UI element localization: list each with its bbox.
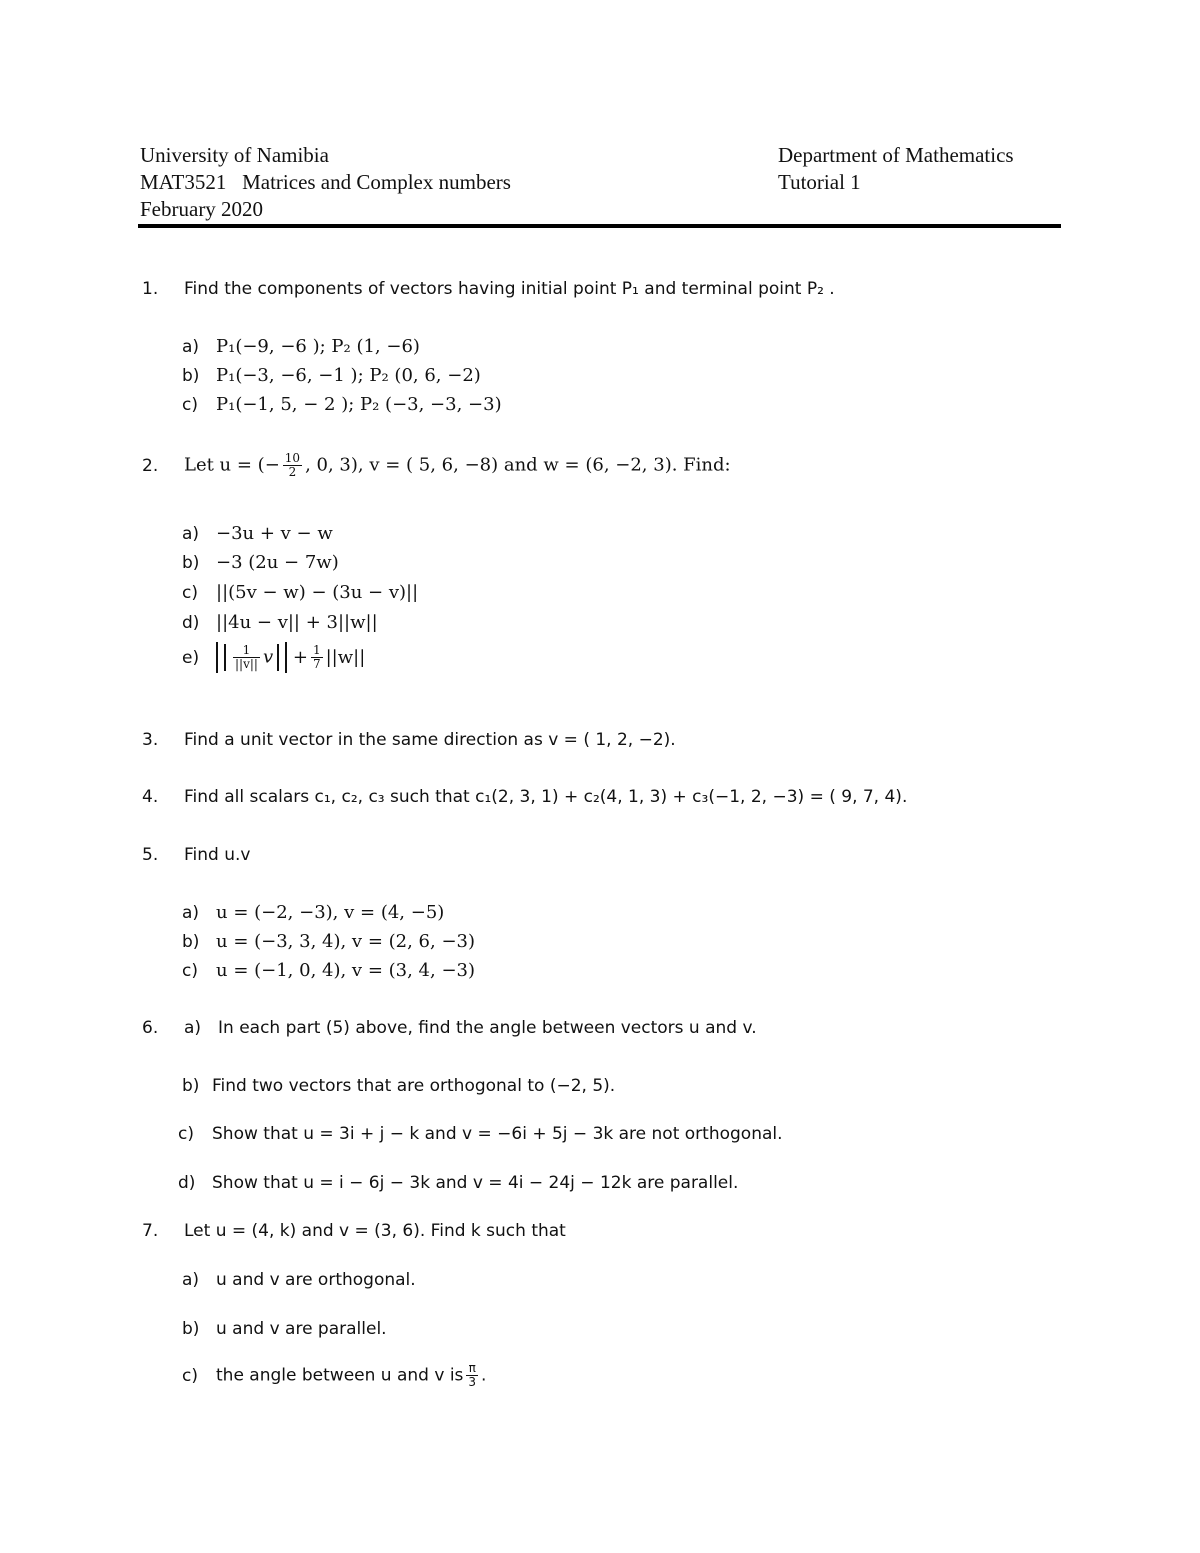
date: February 2020 xyxy=(140,197,264,221)
part-label: d) xyxy=(182,613,200,633)
norm-w: ||w|| xyxy=(325,647,366,668)
q2-part-a xyxy=(182,523,333,544)
part-expression: Show that u = 3i + j − k and v = −6i + 5j − 3k are not orthogonal. xyxy=(212,1124,783,1144)
part-expression: P₁(−3, −6, −1 ); P₂ (0, 6, −2) xyxy=(216,365,481,386)
part-label: b) xyxy=(182,1076,200,1096)
part-expression: ||(5v − w) − (3u − v)|| xyxy=(216,582,419,603)
tutorial-number: Tutorial 1 xyxy=(778,170,861,194)
question-number: 3. xyxy=(142,730,159,750)
part-expression: P₁(−9, −6 ); P₂ (1, −6) xyxy=(216,336,420,357)
question-1 xyxy=(142,279,835,299)
part-label: c) xyxy=(178,1124,194,1144)
part-label: c) xyxy=(182,961,198,981)
period: . xyxy=(481,1365,487,1386)
part-label: a) xyxy=(182,337,200,357)
part-expression: u = (−1, 0, 4), v = (3, 4, −3) xyxy=(216,960,475,981)
department-name: Department of Mathematics xyxy=(778,143,1014,167)
part-label: c) xyxy=(182,1365,198,1386)
q6-part-b xyxy=(182,1076,615,1096)
norm-fraction xyxy=(233,644,260,671)
question-7 xyxy=(142,1221,566,1241)
vector-v: v xyxy=(262,646,274,668)
part-expression: −3u + v − w xyxy=(216,523,333,544)
header-rule xyxy=(138,224,1061,228)
course-title: MAT3521 Matrices and Complex numbers xyxy=(140,170,511,194)
part-expression: P₁(−1, 5, − 2 ); P₂ (−3, −3, −3) xyxy=(216,394,502,415)
part-label: b) xyxy=(182,932,200,952)
question-text-end: , 0, 3), v = ( 5, 6, −8) and w = (6, −2, 3). Find: xyxy=(305,454,731,476)
q6-part-d xyxy=(178,1173,738,1193)
q2-part-e xyxy=(182,642,365,673)
part-expression: −3 (2u − 7w) xyxy=(216,552,339,573)
part-expression: u = (−2, −3), v = (4, −5) xyxy=(216,902,445,923)
question-number: 2. xyxy=(142,455,159,476)
part-label: e) xyxy=(182,647,200,668)
question-number: 5. xyxy=(142,845,159,865)
fraction-denominator: 2 xyxy=(288,465,297,479)
question-6 xyxy=(142,1018,757,1038)
q2-part-b xyxy=(182,552,339,573)
fraction-denominator: ||v|| xyxy=(235,657,258,671)
fraction xyxy=(283,452,302,479)
fraction-denominator: 3 xyxy=(468,1375,477,1389)
part-expression: Show that u = i − 6j − 3k and v = 4i − 24j − 12k are parallel. xyxy=(212,1173,739,1193)
q2-part-c xyxy=(182,582,418,603)
part-label: b) xyxy=(182,553,200,573)
university-name: University of Namibia xyxy=(140,143,329,167)
q1-part-b xyxy=(182,365,481,386)
q5-part-c xyxy=(182,960,475,981)
fraction-numerator: π xyxy=(466,1362,478,1376)
question-4 xyxy=(142,787,907,807)
part-label: c) xyxy=(182,583,198,603)
question-number: 4. xyxy=(142,787,159,807)
fraction-numerator: 1 xyxy=(233,644,260,658)
fraction-numerator: 1 xyxy=(312,643,321,657)
question-text: Find the components of vectors having initial point P₁ and terminal point P₂ . xyxy=(184,279,835,299)
q5-part-a xyxy=(182,902,444,923)
question-text: Find u.v xyxy=(184,845,251,865)
part-label: b) xyxy=(182,1319,200,1339)
part-expression: u = (−3, 3, 4), v = (2, 6, −3) xyxy=(216,931,475,952)
q1-part-c xyxy=(182,394,502,415)
q6-part-c xyxy=(178,1124,783,1144)
question-5 xyxy=(142,845,250,865)
part-expression: u and v are parallel. xyxy=(216,1319,387,1339)
q1-part-a xyxy=(182,336,420,357)
question-3 xyxy=(142,730,676,750)
fraction-denominator: 7 xyxy=(312,657,321,671)
seventh-fraction xyxy=(311,644,323,671)
question-2 xyxy=(142,452,731,479)
question-number: 7. xyxy=(142,1221,159,1241)
q2-part-d xyxy=(182,612,378,633)
question-text: Let u = (4, k) and v = (3, 6). Find k such that xyxy=(184,1221,566,1241)
part-label: a) xyxy=(182,1270,200,1290)
question-number: 6. xyxy=(142,1018,159,1038)
header-left xyxy=(140,142,511,223)
part-expression: u and v are orthogonal. xyxy=(216,1270,416,1290)
q7-part-a xyxy=(182,1270,416,1290)
part-label: a) xyxy=(182,903,200,923)
question-text-start: Let u = (− xyxy=(184,454,280,476)
outer-norm xyxy=(216,642,287,673)
question-text: Find a unit vector in the same direction as v = ( 1, 2, −2). xyxy=(184,730,676,750)
header-right xyxy=(778,142,1014,196)
part-label: a) xyxy=(184,1018,202,1038)
q5-part-b xyxy=(182,931,475,952)
part-expression: In each part (5) above, find the angle between vectors u and v. xyxy=(218,1018,757,1038)
part-label: c) xyxy=(182,395,198,415)
fraction-numerator: 10 xyxy=(284,451,301,465)
q7-part-b xyxy=(182,1319,387,1339)
part-expression: ||4u − v|| + 3||w|| xyxy=(216,612,378,633)
inner-norm xyxy=(224,644,279,671)
part-expression: Find two vectors that are orthogonal to (−2, 5). xyxy=(212,1076,616,1096)
question-text: Find all scalars c₁, c₂, c₃ such that c₁(2, 3, 1) + c₂(4, 1, 3) + c₃(−1, 2, −3) = ( 9, 7, 4). xyxy=(184,787,908,807)
part-label: a) xyxy=(182,524,200,544)
q7-part-c xyxy=(182,1362,486,1389)
pi-over-three xyxy=(466,1362,478,1389)
plus-sign: + xyxy=(292,647,308,668)
part-text: the angle between u and v is xyxy=(216,1365,464,1386)
part-label: d) xyxy=(178,1173,196,1193)
part-label: b) xyxy=(182,366,200,386)
question-number: 1. xyxy=(142,279,159,299)
